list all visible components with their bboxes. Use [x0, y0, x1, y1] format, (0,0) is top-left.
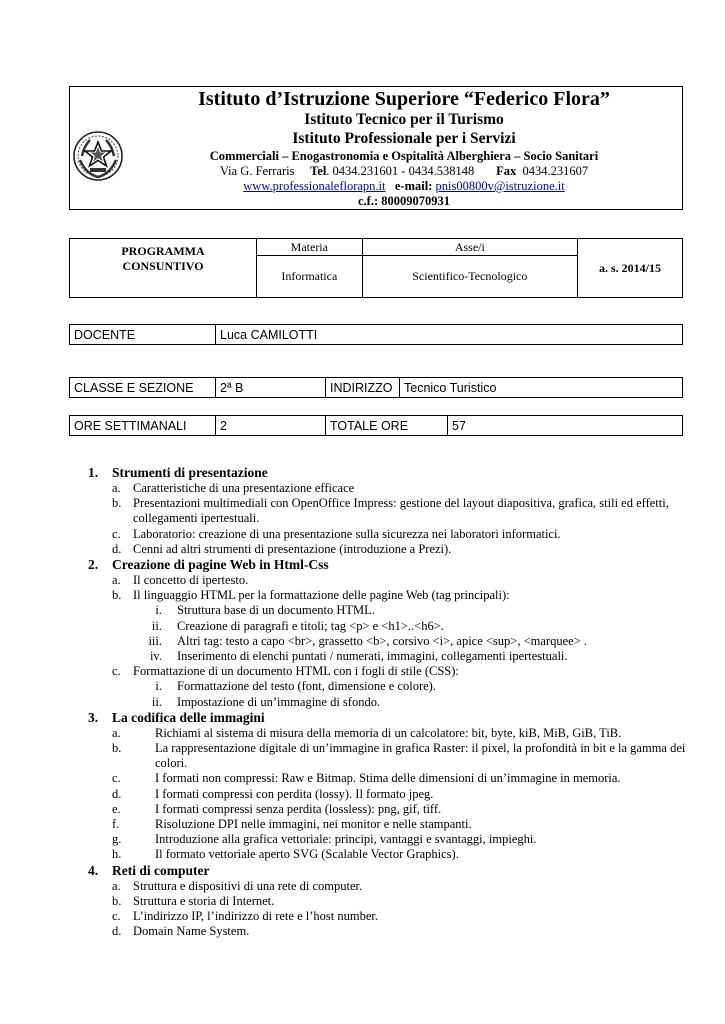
section-number: 2.: [88, 557, 99, 573]
classe-label: CLASSE E SEZIONE: [70, 378, 216, 398]
list-item: [88, 481, 688, 496]
materia-header: Materia: [257, 239, 363, 256]
list-text: Il formato vettoriale aperto SVG (Scalable Vector Graphics).: [155, 847, 459, 862]
list-text: Struttura e dispositivi di una rete di computer.: [133, 878, 363, 893]
sub-list-item: [88, 695, 688, 710]
list-text: Struttura base di un documento HTML.: [177, 603, 375, 618]
sub-list-item: [88, 679, 688, 694]
asse-header: Asse/i: [362, 239, 577, 256]
section-title: La codifica delle immagini: [112, 709, 265, 725]
list-item: [88, 771, 688, 786]
email-label: e-mail:: [394, 179, 433, 193]
program-content: [88, 465, 688, 939]
section-title: Reti di computer: [112, 862, 210, 878]
list-text: I formati non compressi: Raw e Bitmap. Stima delle dimensioni di un’immagine in memoria.: [155, 771, 621, 786]
list-item: [88, 847, 688, 862]
italian-republic-emblem-icon: [72, 130, 124, 182]
list-marker: f.: [112, 817, 120, 832]
list-text: Struttura e storia di Internet.: [133, 893, 275, 908]
section-number: 1.: [88, 465, 99, 480]
sub-list-item: [88, 649, 688, 664]
list-text: Inserimento di elenchi puntati / numerati, immagini, collegamenti ipertestuali.: [177, 649, 568, 664]
list-marker: c.: [112, 664, 121, 679]
ore-row: [69, 415, 683, 436]
fax-label: Fax: [496, 164, 517, 178]
list-text: Introduzione alla grafica vettoriale: principi, vantaggi e svantaggi, impieghi.: [155, 832, 537, 847]
section-number: 3.: [88, 709, 99, 725]
docente-value: Luca CAMILOTTI: [216, 325, 683, 345]
sub-list-item: [88, 603, 688, 618]
list-marker: b.: [112, 496, 122, 511]
list-marker: ii.: [151, 618, 162, 633]
list-text: Il linguaggio HTML per la formattazione delle pagine Web (tag principali):: [133, 588, 510, 603]
tel-label: Tel: [310, 164, 327, 178]
ore-label: ORE SETTIMANALI: [70, 416, 216, 436]
list-marker: iv.: [149, 649, 162, 664]
indirizzo-value: Tecnico Turistico: [400, 378, 683, 398]
school-year: a. s. 2014/15: [578, 239, 683, 298]
list-marker: h.: [112, 847, 122, 862]
institute-line-servizi: Istituto Professionale per i Servizi: [292, 130, 516, 147]
list-item: [88, 726, 688, 741]
list-text: Il concetto di ipertesto.: [133, 573, 249, 588]
ore-value: 2: [216, 416, 326, 436]
list-text: Altri tag: testo a capo <br>, grassetto <b>, corsivo <i>, apice <sup>, <marquee> .: [177, 633, 587, 648]
classe-row: [69, 377, 683, 398]
list-text: I formati compressi con perdita (lossy). Il formato jpeg.: [155, 786, 434, 801]
list-marker: c.: [112, 771, 121, 786]
indirizzo-label: INDIRIZZO: [326, 378, 400, 398]
list-marker: i.: [155, 679, 162, 694]
list-marker: e.: [112, 801, 121, 816]
list-marker: c.: [112, 526, 121, 541]
list-marker: d.: [112, 541, 122, 556]
list-text: L’indirizzo IP, l’indirizzo di rete e l’host number.: [133, 909, 378, 924]
list-text: Risoluzione DPI nelle immagini, nei monitor e nelle stampanti.: [155, 817, 472, 832]
list-text: La rappresentazione digitale di un’immagine in grafica Raster: il pixel, la profondità in bit e la gamma dei colori.: [155, 741, 686, 771]
list-marker: d.: [112, 786, 122, 801]
web-email-line: [130, 179, 678, 194]
list-text: Domain Name System.: [133, 924, 250, 939]
list-marker: i.: [155, 603, 162, 618]
list-item: [88, 741, 688, 771]
list-marker: a.: [112, 573, 121, 588]
list-marker: b.: [112, 893, 122, 908]
list-text: Formattazione del testo (font, dimensione e colore).: [177, 679, 436, 694]
list-item: [88, 496, 688, 526]
list-text: Creazione di paragrafi e titoli; tag <p> e <h1>..<h6>.: [177, 618, 444, 633]
fax-value: 0434.231607: [522, 164, 589, 178]
docente-label: DOCENTE: [70, 325, 216, 345]
list-marker: a.: [112, 878, 121, 893]
list-text: Cenni ad altri strumenti di presentazione (introduzione a Prezi).: [133, 541, 452, 556]
list-text: Laboratorio: creazione di una presentazione sulla sicurezza nei laboratori informatici.: [133, 526, 561, 541]
section-title: Creazione di pagine Web in Html-Css: [112, 557, 329, 573]
institute-line-specializations: Commerciali – Enogastronomia e Ospitalità Alberghiera – Socio Sanitari: [209, 149, 599, 163]
list-text: Caratteristiche di una presentazione efficace: [133, 481, 355, 495]
section-number: 4.: [88, 862, 99, 878]
list-item: [88, 832, 688, 847]
list-item: [88, 787, 688, 802]
totale-value: 57: [448, 416, 683, 436]
sub-list-item: [88, 619, 688, 634]
list-marker: b.: [112, 741, 122, 756]
section-title: Strumenti di presentazione: [112, 465, 268, 480]
list-text: Formattazione di un documento HTML con i fogli di stile (CSS):: [133, 664, 459, 679]
address: Via G. Ferraris: [219, 164, 295, 178]
list-marker: d.: [112, 924, 122, 939]
email-link[interactable]: pnis00800v@istruzione.it: [435, 179, 565, 193]
program-table: [69, 238, 683, 298]
list-marker: b.: [112, 588, 122, 603]
list-text: Impostazione di un’immagine di sfondo.: [177, 694, 381, 709]
list-item: [88, 894, 688, 909]
section-heading: [88, 465, 688, 481]
totale-label: TOTALE ORE: [326, 416, 448, 436]
contact-line: [130, 164, 678, 179]
list-item: [88, 542, 688, 557]
list-marker: ii.: [151, 694, 162, 709]
list-item: [88, 527, 688, 542]
list-marker: g.: [112, 832, 122, 847]
list-item: [88, 664, 688, 679]
list-item: [88, 909, 688, 924]
list-marker: a.: [112, 481, 121, 495]
section-heading: [88, 710, 688, 726]
asse-value: Scientifico-Tecnologico: [362, 256, 577, 298]
institute-line-turismo: Istituto Tecnico per il Turismo: [304, 111, 504, 128]
list-text: Richiami al sistema di misura della memoria di un calcolatore: bit, byte, kiB, MiB, GiB, TiB.: [155, 725, 622, 740]
section-heading: [88, 557, 688, 573]
list-marker: a.: [112, 725, 121, 740]
program-title-cell: [70, 239, 257, 298]
program-title-line2: CONSUNTIVO: [122, 259, 204, 273]
list-marker: c.: [112, 909, 121, 924]
list-item: [88, 802, 688, 817]
sub-list-item: [88, 634, 688, 649]
materia-value: Informatica: [257, 256, 363, 298]
fiscal-code: c.f.: 80009070931: [358, 194, 450, 208]
docente-row: [69, 324, 683, 345]
website-link[interactable]: www.professionaleflorapn.it: [243, 179, 386, 193]
classe-value: 2ª B: [216, 378, 326, 398]
list-text: I formati compressi senza perdita (lossless): png, gif, tiff.: [155, 801, 442, 816]
list-item: [88, 879, 688, 894]
list-item: [88, 924, 688, 939]
program-title-line1: PROGRAMMA: [121, 244, 205, 258]
list-item: [88, 817, 688, 832]
list-text: Presentazioni multimediali con OpenOffice Impress: gestione del layout diapositiva, grafica, stili ed effetti, collegamenti ipertestuali.: [133, 496, 669, 526]
list-item: [88, 588, 688, 603]
school-name: Istituto d’Istruzione Superiore “Federico Flora”: [198, 88, 610, 110]
tel-values: . 0434.231601 - 0434.538148: [326, 164, 475, 178]
section-heading: [88, 863, 688, 879]
list-item: [88, 573, 688, 588]
list-marker: iii.: [148, 633, 162, 648]
